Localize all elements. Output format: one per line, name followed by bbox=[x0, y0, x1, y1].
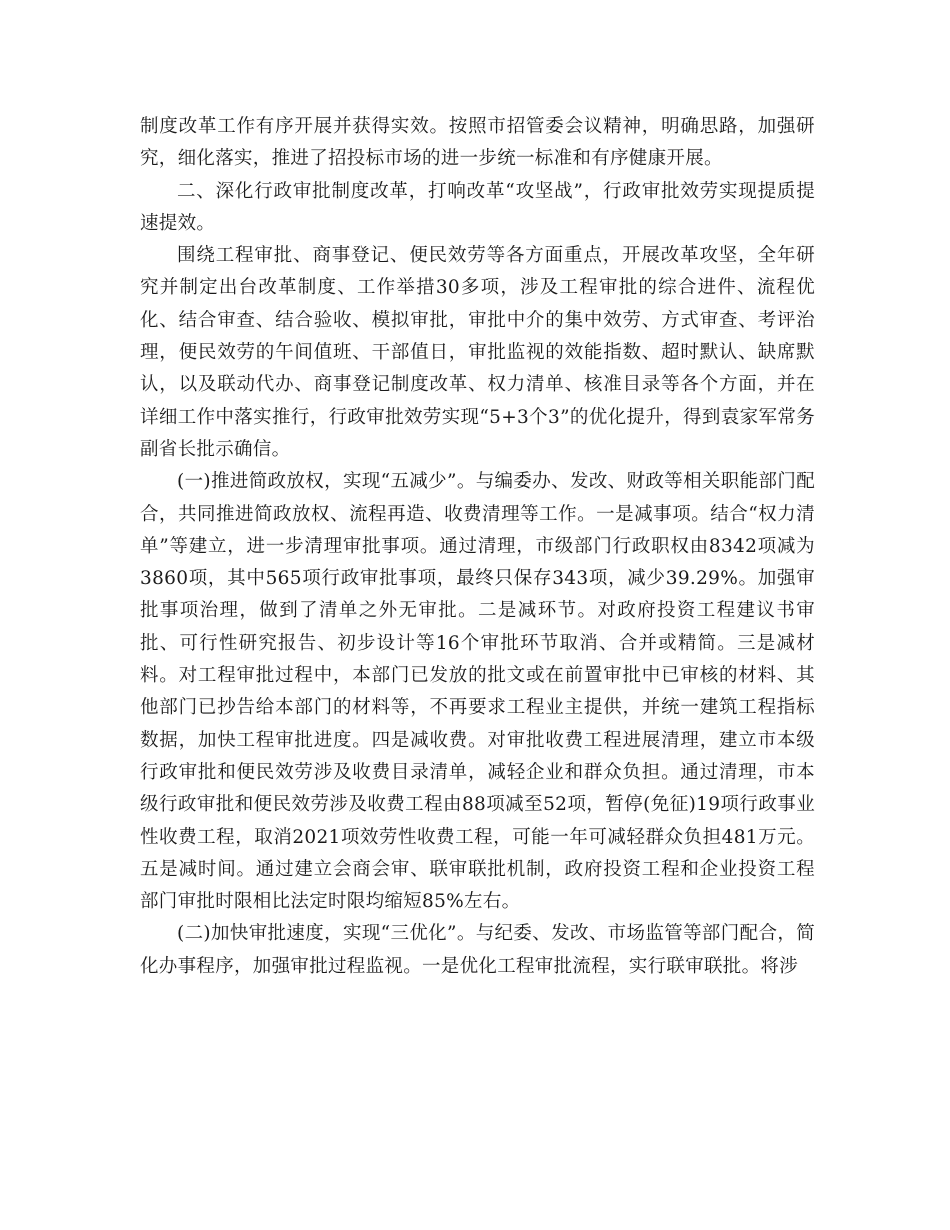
document-body bbox=[140, 111, 815, 983]
paragraph-reform-overview: 围绕工程审批、商事登记、便民效劳等各方面重点，开展改革攻坚，全年研究并制定出台改革制度、工作举措30多项，涉及工程审批的综合进件、流程优化、结合审查、结合验收、模拟审批，审批中介的集中效劳、方式审查、考评治理，便民效劳的午间值班、干部值日，审批监视的效能指数、超时默认、缺席默认，以及联动代办、商事登记制度改革、权力清单、核准目录等各个方面，并在详细工作中落实推行，行政审批效劳实现“5+3个3”的优化提升，得到袁家军常务副省长批示确信。 bbox=[140, 245, 815, 460]
paragraph-five-reductions: (一)推进简政放权，实现“五减少”。与编委办、发改、财政等相关职能部门配合，共同推进简政放权、流程再造、收费清理等工作。一是减事项。结合“权力清单”等建立，进一步清理审批事项。通过清理，市级部门行政职权由8342项减为3860项，其中565项行政审批事项，最终只保存343项，减少39.29%。加强审批事项治理，做到了清单之外无审批。二是减环节。对政府投资工程建议书审批、可行性研究报告、初步设计等16个审批环节取消、合并或精简。三是减材料。对工程审批过程中，本部门已发放的批文或在前置审批中已审核的材料、其他部门已抄告给本部门的材料等，不再要求工程业主提供，并统一建筑工程指标数据，加快工程审批进度。四是减收费。对审批收费工程进展清理，建立市本级行政审批和便民效劳涉及收费目录清单，减轻企业和群众负担。通过清理，市本级行政审批和便民效劳涉及收费工程由88项减至52项，暂停(免征)19项行政事业性收费工程，取消2021项效劳性收费工程，可能一年可减轻群众负担481万元。五是减时间。通过建立会商会审、联审联批机制，政府投资工程和企业投资工程部门审批时限相比法定时限均缩短85%左右。 bbox=[140, 471, 815, 913]
paragraph-continuation: 制度改革工作有序开展并获得实效。按照市招管委会议精神，明确思路，加强研究，细化落实，推进了招投标市场的进一步统一标准和有序健康开展。 bbox=[140, 116, 815, 170]
section-heading-two: 二、深化行政审批制度改革，打响改革“攻坚战”，行政审批效劳实现提质提速提效。 bbox=[140, 180, 815, 234]
paragraph-three-optimizations: (二)加快审批速度，实现“三优化”。与纪委、发改、市场监管等部门配合，简化办事程序，加强审批过程监视。一是优化工程审批流程，实行联审联批。将涉 bbox=[140, 923, 815, 977]
